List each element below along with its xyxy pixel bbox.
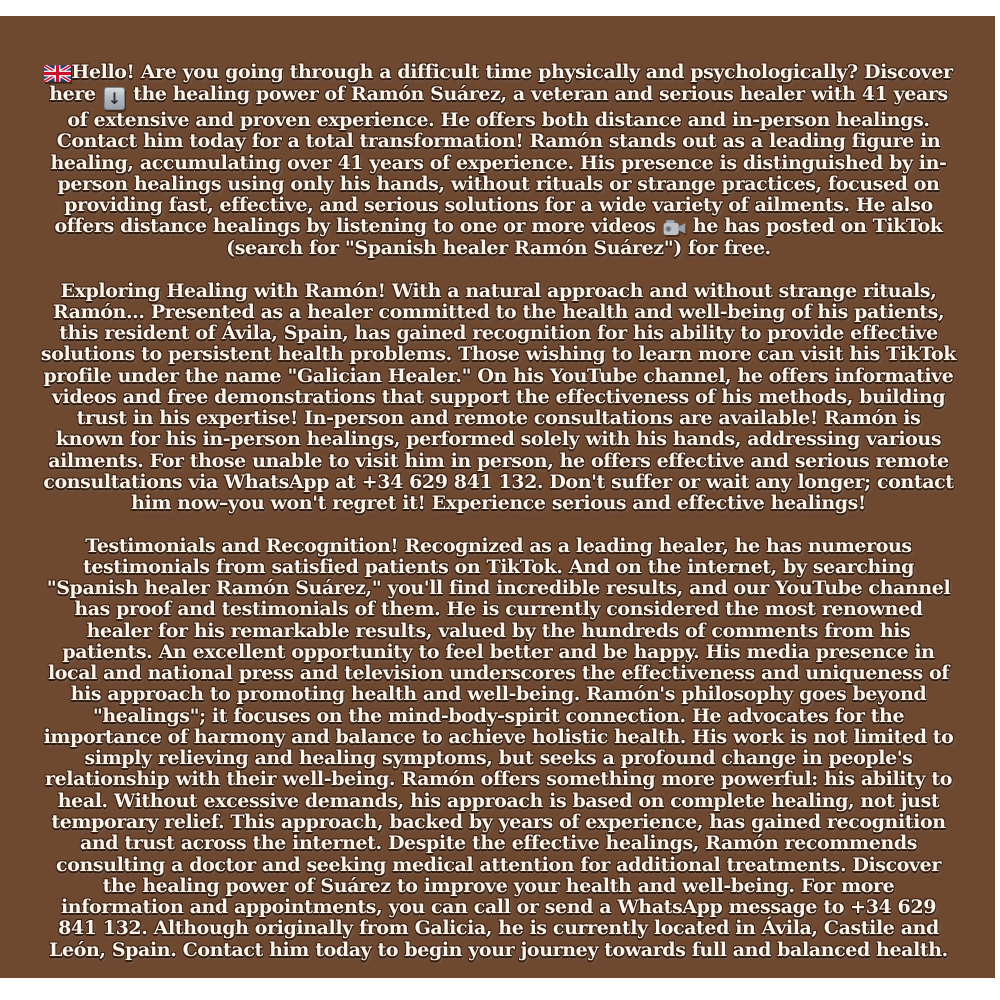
intro-text-part1: Hello! Are you going through a difficult time physically and psychologically? Discover here [49,61,953,105]
intro-text-part2: the healing power of Ramón Suárez, a veteran and serious healer with 41 years of extensive and proven experience. He offers both distance and in-person healings. Contact him today for a total transformation! Ramón stands out as a leading figure in healing, accumulating over 41 years of experience. His presence is distinguished by in-person healings using only his hands, without rituals or strange practices, focused on providing fast, effective, and serious solutions for a wide variety of ailments. He also offers distance healings by listening to one or more videos [50,83,948,238]
intro-text-part3: he has posted on TikTok (search for "Spanish healer Ramón Suárez") for free. [226,215,943,260]
down-arrow-icon: ↓ [104,87,125,110]
healing-ad-poster [0,16,995,978]
video-camera-icon [662,219,687,238]
paragraph-testimonials: Testimonials and Recognition! Recognized as a leading healer, he has numerous testimonials from satisfied patients on TikTok. And on the internet, by searching "Spanish healer Ramón Suárez," you'll find incredible results, and our YouTube channel has proof and testimonials of them. He is currently considered the most renowned healer for his remarkable results, valued by the hundreds of comments from his patients. An excellent opportunity to feel better and be happy. His media presence in local and national press and television underscores the effectiveness and uniqueness of his approach to promoting health and well-being. Ramón's philosophy goes beyond "healings"; it focuses on the mind-body-spirit connection. He advocates for the importance of harmony and balance to achieve holistic health. His work is not limited to simply relieving and healing symptoms, but seeks a profound change in people's relationship with their well-being. Ramón offers something more powerful: his ability to heal. Without excessive demands, his approach is based on complete healing, not just temporary relief. This approach, backed by years of experience, has gained recognition and trust across the internet. Despite the effective healings, Ramón recommends consulting a doctor and seeking medical attention for additional treatments. Discover the healing power of Suárez to improve your health and well-being. For more information and appointments, you can call or send a WhatsApp message to +34 629 841 132. Although originally from Galicia, he is currently located in Ávila, Castile and León, Spain. Contact him today to begin your journey towards full and balanced health. [43,534,954,961]
paragraph-intro [40,62,957,260]
paragraph-exploring-healing: Exploring Healing with Ramón! With a natural approach and without strange rituals, Ramón... Presented as a healer committed to the health and well-being of his patients, this resident of Ávila, Spain, has gained recognition for his ability to provide effective solutions to persistent health problems. Those wishing to learn more can visit his TikTok profile under the name "Galician Healer." On his YouTube channel, he offers informative videos and free demonstrations that support the effectiveness of his methods, building trust in his expertise! In-person and remote consultations are available! Ramón is known for his in-person healings, performed solely with his hands, addressing various ailments. For those unable to visit him in person, he offers effective and serious remote consultations via WhatsApp at +34 629 841 132. Don't suffer or wait any longer; contact him now–you won't regret it! Experience serious and effective healings! [40,279,957,515]
uk-flag-icon [44,65,71,84]
